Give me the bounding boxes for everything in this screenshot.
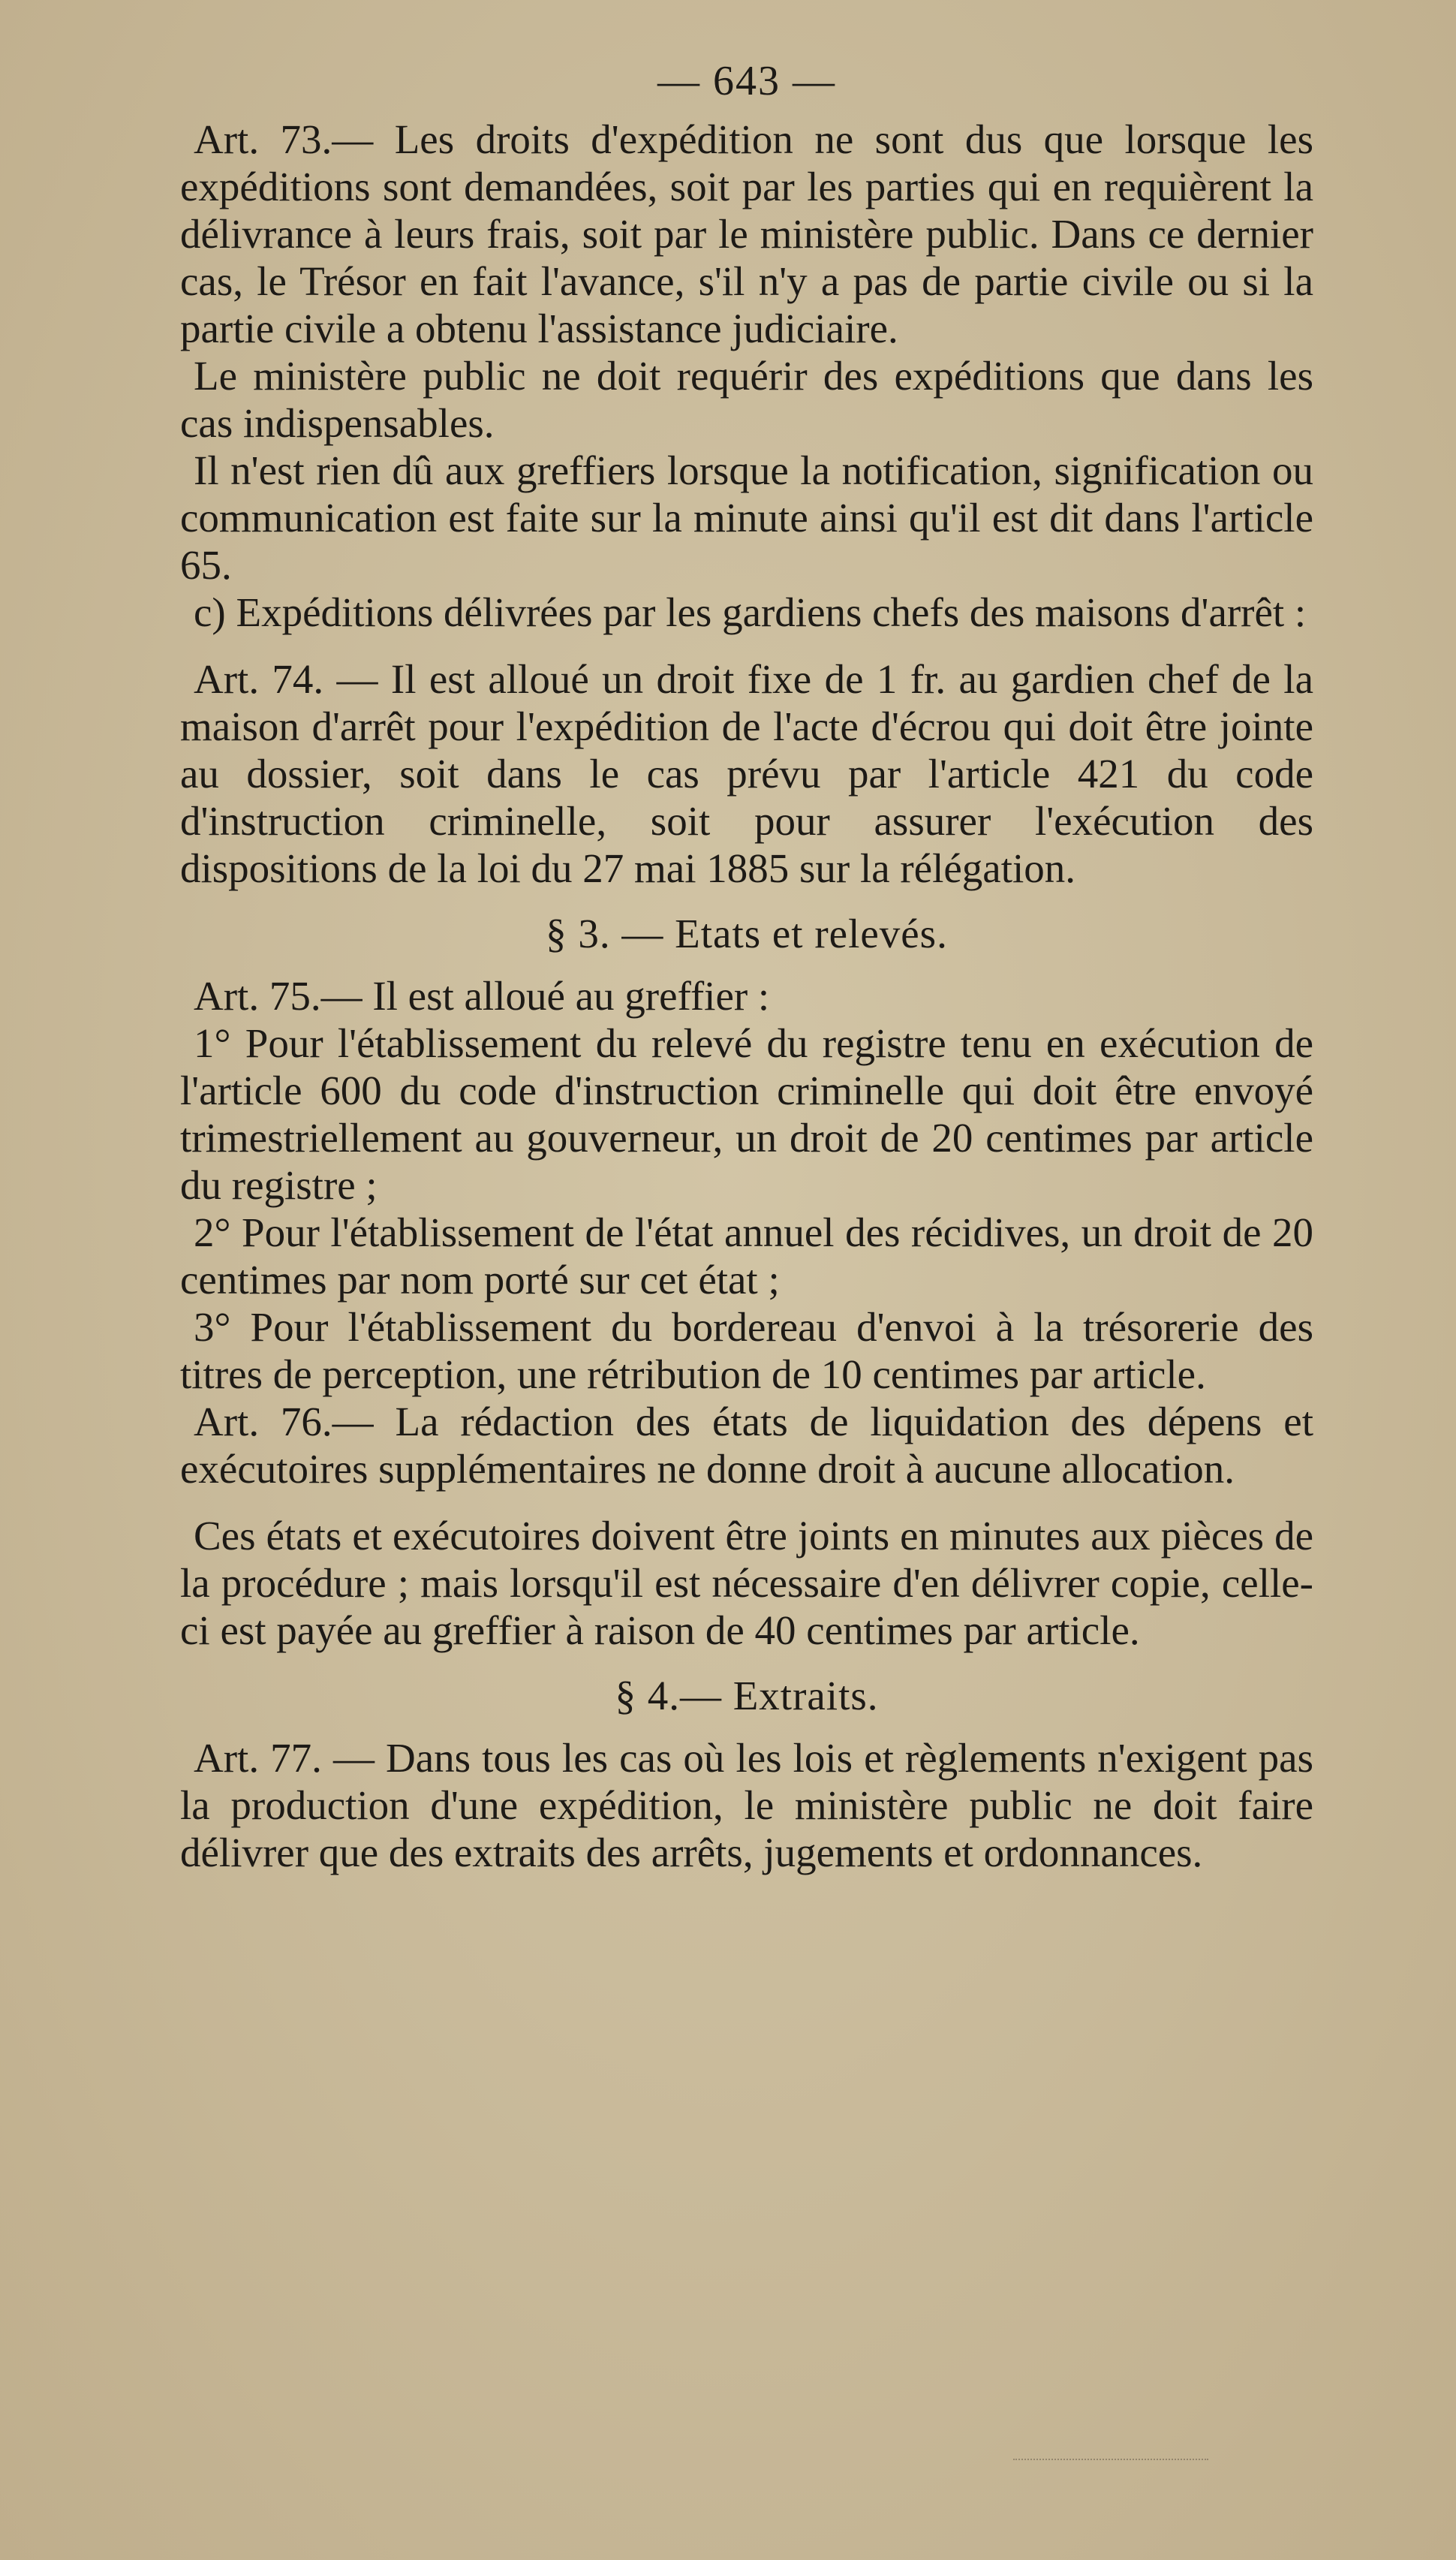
art75-item-1: 1° Pour l'établissement du relevé du registre tenu en exécution de l'article 600 du code d'instruction criminelle qui doit être envoyé trimestriellement au gouverneur, un droit de 20 centimes par article du registre ; — [180, 1020, 1313, 1208]
header-dash-left: — — [657, 58, 701, 104]
art73-paragraph: Art. 73.— Les droits d'expédition ne sont dus que lorsque les expéditions sont demandées, soit par les parties qui en requièrent la délivrance à leurs frais, soit par le ministère public. Dans ce dernier cas, le Trésor en fait l'avance, s'il n'y a pas de partie civile ou si la partie civile a obtenu l'assistance judiciaire. — [180, 116, 1313, 351]
paper-specks — [1013, 2444, 1208, 2460]
page-header — [180, 60, 1313, 102]
art74-paragraph: Art. 74. — Il est alloué un droit fixe de 1 fr. au gardien chef de la maison d'arrêt pour l'expédition de l'acte d'écrou qui doit être jointe au dossier, soit dans le cas prévu par l'article 421 du code d'instruction criminelle, soit pour assurer l'exécution des dispositions de la loi du 27 mai 1885 sur la rélégation. — [180, 656, 1313, 891]
art76-paragraph-2: Ces états et exécutoires doivent être joints en minutes aux pièces de la procédure ; mais lorsqu'il est nécessaire d'en délivrer copie, celle-ci est payée au greffier à raison de 40 centimes par article. — [180, 1513, 1313, 1653]
subsection-c-heading: c) Expéditions délivrées par les gardiens chefs des maisons d'arrêt : — [194, 589, 1307, 635]
art75-item-3: 3° Pour l'établissement du bordereau d'envoi à la trésorerie des titres de perception, une rétribution de 10 centimes par article. — [180, 1304, 1313, 1397]
art77-paragraph: Art. 77. — Dans tous les cas où les lois et règlements n'exigent pas la production d'une expédition, le ministère public ne doit faire délivrer que des extraits des arrêts, jugements et ordonnances. — [180, 1735, 1313, 1875]
art73-paragraph-3: Il n'est rien dû aux greffiers lorsque la notification, signification ou communication est faite sur la minute ainsi qu'il est dit dans l'article 65. — [180, 447, 1313, 588]
art75-paragraph: Art. 75.— Il est alloué au greffier : — [194, 973, 770, 1019]
book-page — [180, 45, 1313, 2522]
section-3-title: § 3. — Etats et relevés. — [546, 911, 948, 956]
art75-item-2: 2° Pour l'établissement de l'état annuel des récidives, un droit de 20 centimes par nom porté sur cet état ; — [180, 1209, 1313, 1303]
art76-paragraph: Art. 76.— La rédaction des états de liquidation des dépens et exécutoires supplémentaires ne donne droit à aucune allocation. — [180, 1399, 1313, 1492]
section-4-title: § 4.— Extraits. — [615, 1673, 879, 1718]
page-number: 643 — [713, 58, 781, 104]
header-dash-right: — — [793, 58, 836, 104]
art73-paragraph-2: Le ministère public ne doit requérir des expéditions que dans les cas indispensables. — [180, 353, 1313, 446]
